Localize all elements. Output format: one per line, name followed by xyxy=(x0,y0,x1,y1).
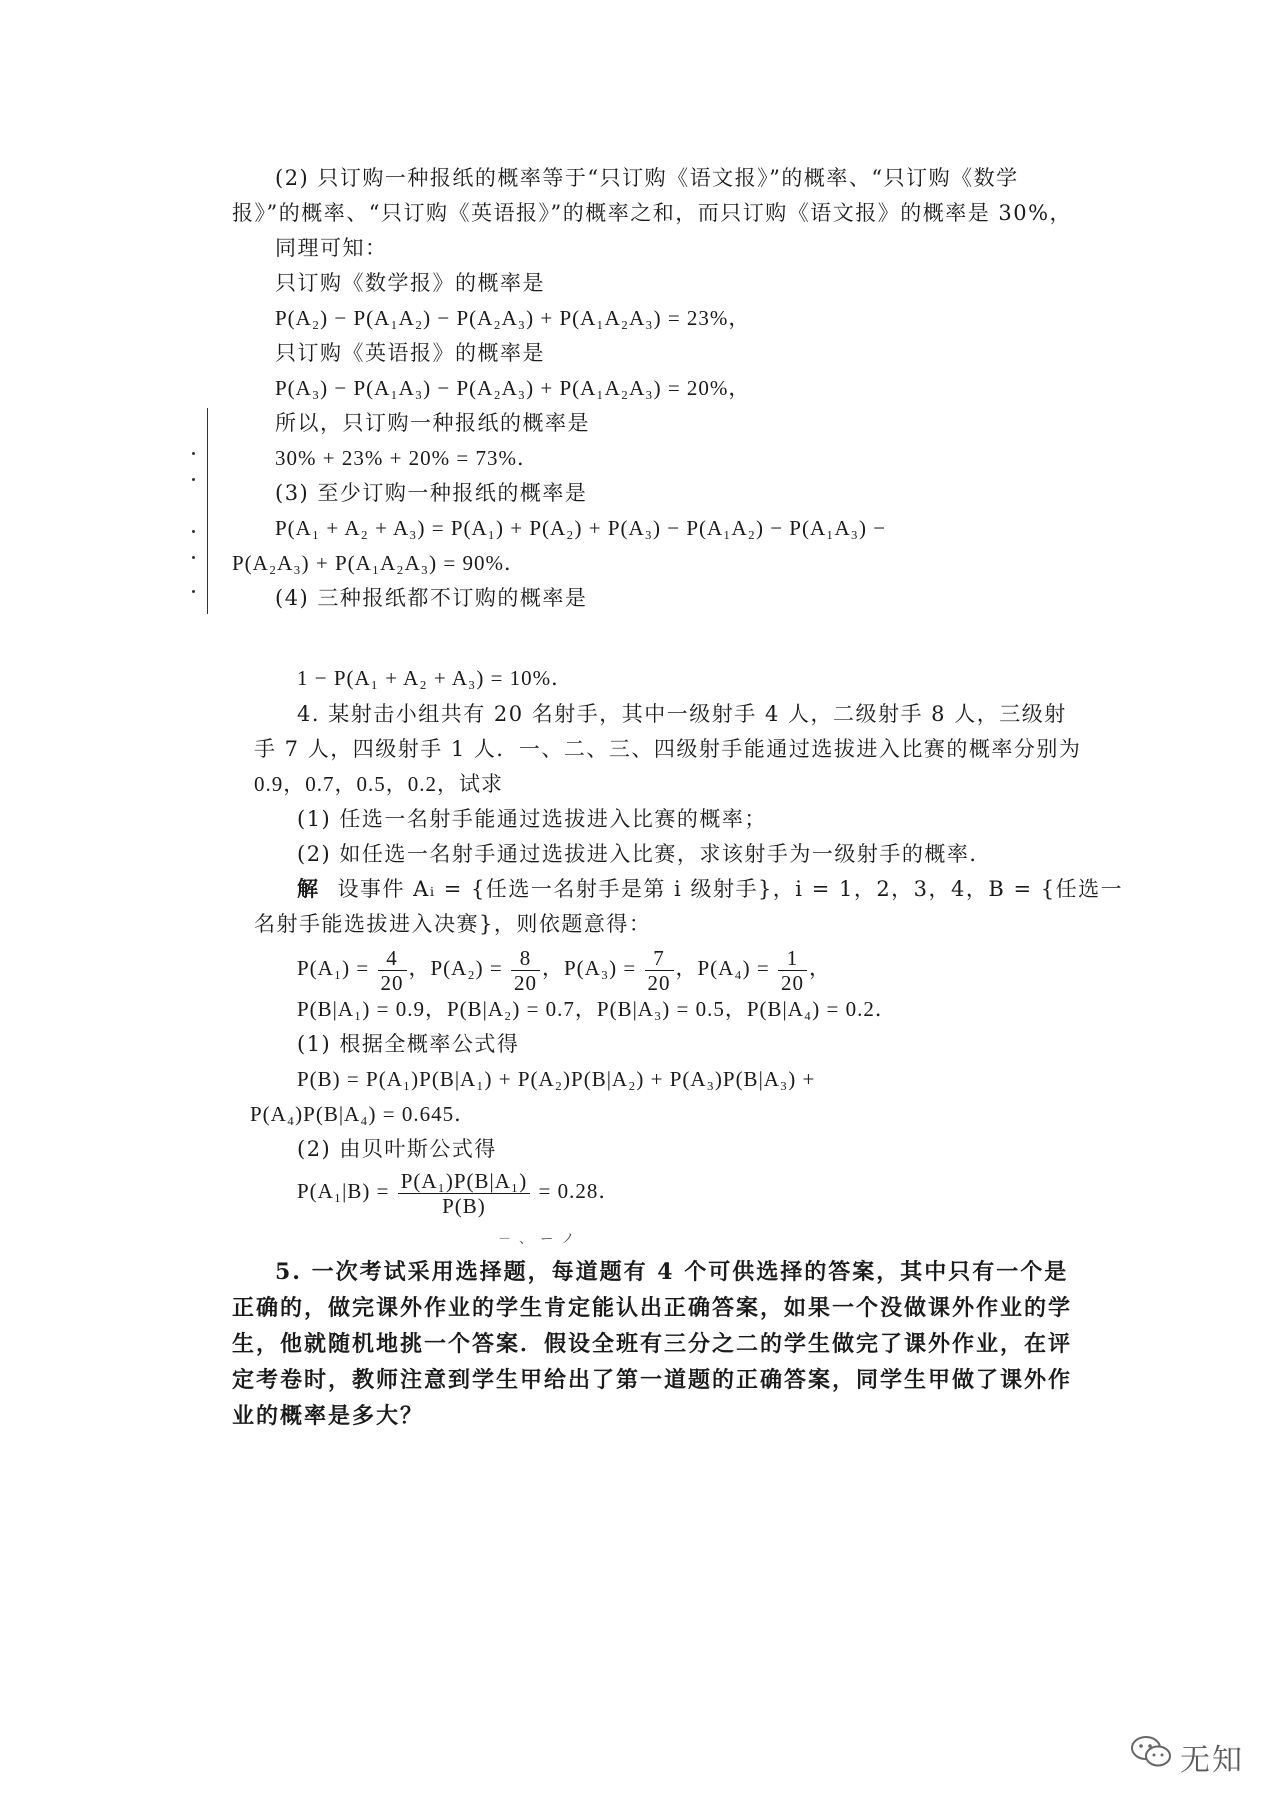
stray-mark: － 、 ー ノ xyxy=(498,1232,577,1247)
pa3-label: ，P(A₃) = xyxy=(542,956,637,980)
text-line: (2) 如任选一名射手通过选拔进入比赛，求该射手为一级射手的概率． xyxy=(297,842,992,866)
text-line: (1) 根据全概率公式得 xyxy=(297,1032,520,1056)
fraction-numerator: 4 xyxy=(378,946,407,971)
fraction-numerator: 8 xyxy=(511,946,540,971)
bayes-lhs: P(A₁|B) = xyxy=(297,1179,390,1203)
text-line: 正确的，做完课外作业的学生肯定能认出正确答案，如果一个没做课外作业的学 xyxy=(232,1295,1073,1321)
wechat-icon xyxy=(1130,1734,1174,1770)
text-line: 业的概率是多大？ xyxy=(232,1403,425,1429)
formula-line: 30% + 23% + 20% = 73%． xyxy=(275,446,540,470)
fraction-numerator: 1 xyxy=(778,946,807,971)
margin-dot xyxy=(192,478,195,481)
formula-line: P(A₂A₃) + P(A₁A₂A₃) = 90%． xyxy=(232,551,526,575)
formula-line: P(A₁ + A₂ + A₃) = P(A₁) + P(A₂) + P(A₃) − P(A₁A₂) − P(A₁A₃) − xyxy=(275,516,887,540)
pa4-label: ，P(A₄) = xyxy=(675,956,770,980)
pa1-label: P(A₁) = xyxy=(297,956,370,980)
text-line: 名射手能选拔进入决赛}，则依题意得： xyxy=(254,912,652,936)
solution-line xyxy=(297,875,1123,903)
text-line: (2) 由贝叶斯公式得 xyxy=(297,1137,497,1161)
fraction xyxy=(511,946,540,995)
text-line: (3) 至少订购一种报纸的概率是 xyxy=(275,481,588,505)
pa-end: ， xyxy=(809,956,831,980)
problem-4-text: 4. 某射击小组共有 20 名射手，其中一级射手 4 人，二级射手 8 人，三级射 xyxy=(297,702,1067,726)
text-line: (4) 三种报纸都不订购的概率是 xyxy=(275,586,588,610)
text-line: (1) 任选一名射手能通过选拔进入比赛的概率； xyxy=(297,807,767,831)
pa2-label: ，P(A₂) = xyxy=(408,956,503,980)
solution-label: 解 xyxy=(297,876,320,901)
fraction-denominator: 20 xyxy=(380,970,404,995)
formula-line: P(A₃) − P(A₁A₃) − P(A₂A₃) + P(A₁A₂A₃) = 20%， xyxy=(275,376,751,400)
fraction xyxy=(778,946,807,995)
watermark-text: 无知 xyxy=(1180,1743,1244,1778)
problem-5-text: 5. 一次考试采用选择题，每道题有 4 个可供选择的答案，其中只有一个是 xyxy=(275,1259,1069,1285)
formula-line: 1 − P(A₁ + A₂ + A₃) = 10%． xyxy=(297,666,574,690)
solution-text: 设事件 Aᵢ = {任选一名射手是第 i 级射手}，i = 1，2，3，4，B = {任选一 xyxy=(337,877,1124,901)
margin-dot xyxy=(192,556,195,559)
formula-line: P(A₄)P(B|A₄) = 0.645． xyxy=(250,1102,477,1126)
formula-line: P(B) = P(A₁)P(B|A₁) + P(A₂)P(B|A₂) + P(A₃)P(B|A₃) + xyxy=(297,1067,816,1091)
text-line: (2) 只订购一种报纸的概率等于“只订购《语文报》”的概率、“只订购《数学 xyxy=(275,166,1019,190)
bayes-formula xyxy=(297,1163,620,1219)
text-line: 生，他就随机地挑一个答案．假设全班有三分之二的学生做完了课外作业，在评 xyxy=(232,1331,1073,1357)
bayes-numerator: P(A₁)P(B|A₁) xyxy=(398,1169,531,1194)
fraction-denominator: 20 xyxy=(514,970,537,995)
fraction xyxy=(378,946,407,995)
text-line: 只订购《英语报》的概率是 xyxy=(275,341,545,365)
margin-dot xyxy=(192,530,195,533)
text-line: 所以，只订购一种报纸的概率是 xyxy=(275,411,590,435)
bayes-fraction xyxy=(398,1169,531,1218)
text-line: 只订购《数学报》的概率是 xyxy=(275,271,545,295)
text-line: 定考卷时，教师注意到学生甲给出了第一道题的正确答案，同学生甲做了课外作 xyxy=(232,1367,1073,1393)
text-line: 同理可知： xyxy=(275,236,388,260)
text-line: 手 7 人，四级射手 1 人．一、二、三、四级射手能通过选拔进入比赛的概率分别为 xyxy=(254,737,1082,761)
bayes-denominator: P(B) xyxy=(442,1193,486,1218)
fraction xyxy=(645,946,674,995)
text-line: 0.9，0.7，0.5，0.2，试求 xyxy=(254,772,503,796)
formula-line: P(A₂) − P(A₁A₂) − P(A₂A₃) + P(A₁A₂A₃) = 23%， xyxy=(275,306,751,330)
margin-rule xyxy=(207,408,208,614)
bayes-rhs: = 0.28． xyxy=(538,1179,621,1203)
text-line: 报》”的概率、“只订购《英语报》”的概率之和，而只订购《语文报》的概率是 30%， xyxy=(232,201,1073,225)
formula-line: P(B|A₁) = 0.9，P(B|A₂) = 0.7，P(B|A₃) = 0.5，P(B|A₄) = 0.2． xyxy=(297,997,897,1021)
fraction-numerator: 7 xyxy=(645,946,674,971)
probability-fractions xyxy=(297,940,831,996)
fraction-denominator: 20 xyxy=(647,970,671,995)
margin-dot xyxy=(192,590,195,593)
fraction-denominator: 20 xyxy=(781,970,804,995)
margin-dot xyxy=(192,452,195,455)
